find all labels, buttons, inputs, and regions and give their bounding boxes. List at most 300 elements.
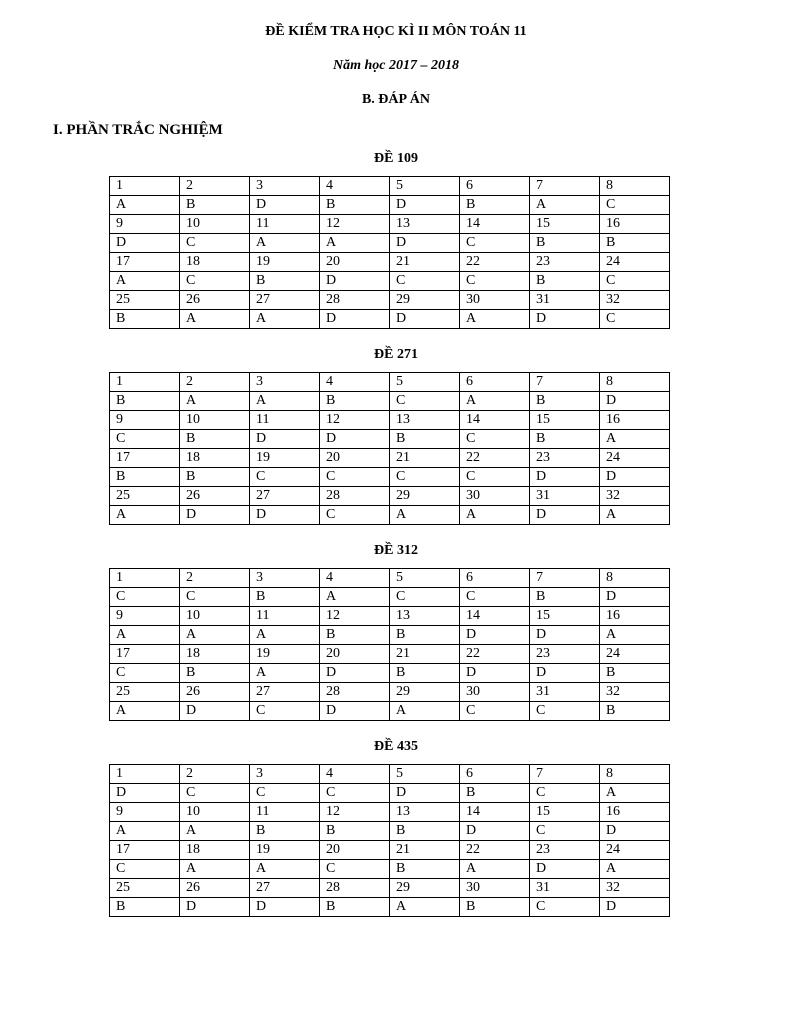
answer-cell: A [250,234,320,253]
answer-cell: D [320,272,390,291]
answer-cell: C [110,588,180,607]
answer-cell: D [390,310,460,329]
answer-cell: D [530,310,600,329]
question-number-cell: 7 [530,177,600,196]
question-number-cell: 27 [250,291,320,310]
question-number-cell: 13 [390,215,460,234]
question-number-cell: 26 [180,879,250,898]
question-number-cell: 3 [250,765,320,784]
answer-row [110,310,670,329]
question-number-cell: 20 [320,645,390,664]
question-number-cell: 31 [530,879,600,898]
question-number-cell: 6 [460,569,530,588]
answer-cell: C [600,196,670,215]
answer-row [110,702,670,721]
question-number-cell: 7 [530,765,600,784]
answer-cell: B [110,898,180,917]
question-number-cell: 9 [110,803,180,822]
answer-cell: C [390,468,460,487]
answer-cell: C [460,234,530,253]
question-number-cell: 1 [110,177,180,196]
question-number-cell: 12 [320,803,390,822]
answer-cell: A [110,626,180,645]
answer-row [110,272,670,291]
answer-cell: A [180,392,250,411]
answer-cell: A [250,664,320,683]
question-number-cell: 24 [600,645,670,664]
question-number-cell: 15 [530,215,600,234]
question-number-cell: 28 [320,879,390,898]
answer-cell: D [320,702,390,721]
question-number-cell: 17 [110,645,180,664]
answer-cell: B [390,860,460,879]
answer-cell: C [320,784,390,803]
answer-cell: B [600,234,670,253]
answer-row [110,234,670,253]
answer-cell: D [390,234,460,253]
answer-cell: C [320,506,390,525]
answer-cell: C [180,234,250,253]
question-number-cell: 5 [390,569,460,588]
answer-cell: B [250,822,320,841]
question-number-cell: 16 [600,215,670,234]
answer-cell: B [530,272,600,291]
answer-cell: A [180,310,250,329]
answer-row [110,430,670,449]
answer-table [109,764,670,917]
question-number-cell: 8 [600,373,670,392]
question-number-cell: 30 [460,683,530,702]
question-number-cell: 13 [390,607,460,626]
question-number-cell: 1 [110,569,180,588]
question-number-row [110,879,670,898]
question-number-row [110,683,670,702]
question-number-row [110,841,670,860]
answer-cell: C [460,430,530,449]
exam-code: ĐỀ 109 [374,151,418,166]
question-number-cell: 13 [390,411,460,430]
exam-block [0,541,792,718]
answer-cell: A [390,702,460,721]
answer-table [109,176,670,329]
question-number-cell: 31 [530,291,600,310]
answer-cell: B [390,822,460,841]
answer-row [110,468,670,487]
answer-cell: D [600,588,670,607]
answer-cell: B [320,196,390,215]
answer-cell: B [110,468,180,487]
answer-cell: A [460,392,530,411]
question-number-cell: 29 [390,879,460,898]
question-number-cell: 17 [110,253,180,272]
answer-cell: C [600,272,670,291]
answer-cell: A [460,310,530,329]
question-number-cell: 21 [390,449,460,468]
answer-cell: C [460,468,530,487]
question-number-cell: 28 [320,683,390,702]
question-number-cell: 32 [600,291,670,310]
question-number-cell: 6 [460,765,530,784]
answer-cell: B [320,822,390,841]
question-number-cell: 19 [250,841,320,860]
question-number-cell: 4 [320,177,390,196]
answer-cell: C [390,392,460,411]
answer-cell: D [530,506,600,525]
answer-cell: A [320,588,390,607]
question-number-cell: 31 [530,487,600,506]
question-number-cell: 30 [460,487,530,506]
answer-cell: C [110,860,180,879]
answer-cell: C [530,822,600,841]
answer-cell: A [110,272,180,291]
answer-cell: B [250,588,320,607]
question-number-cell: 10 [180,215,250,234]
answer-table [109,568,670,721]
question-number-cell: 12 [320,411,390,430]
answer-cell: D [460,626,530,645]
question-number-cell: 15 [530,607,600,626]
question-number-cell: 14 [460,803,530,822]
question-number-cell: 10 [180,803,250,822]
answer-cell: B [530,430,600,449]
answer-cell: C [250,702,320,721]
question-number-cell: 30 [460,879,530,898]
question-number-cell: 32 [600,683,670,702]
answer-cell: A [460,506,530,525]
question-number-row [110,765,670,784]
answer-cell: B [180,196,250,215]
answer-cell: D [600,822,670,841]
answer-cell: A [110,702,180,721]
answer-cell: B [390,430,460,449]
answer-cell: C [460,702,530,721]
exam-code: ĐỀ 271 [374,347,418,362]
answer-cell: A [600,430,670,449]
question-number-row [110,645,670,664]
question-number-cell: 12 [320,607,390,626]
question-number-cell: 14 [460,215,530,234]
question-number-cell: 11 [250,215,320,234]
question-number-cell: 1 [110,765,180,784]
answer-cell: C [180,588,250,607]
question-number-cell: 4 [320,373,390,392]
answer-cell: A [180,860,250,879]
answer-cell: D [320,310,390,329]
answer-cell: C [110,430,180,449]
question-number-cell: 11 [250,607,320,626]
question-number-cell: 6 [460,177,530,196]
answer-cell: A [110,822,180,841]
answer-cell: D [250,506,320,525]
answer-cell: A [600,626,670,645]
question-number-cell: 3 [250,373,320,392]
question-number-cell: 8 [600,765,670,784]
answer-cell: A [600,860,670,879]
question-number-cell: 19 [250,449,320,468]
answer-row [110,822,670,841]
answer-cell: C [530,702,600,721]
question-number-row [110,215,670,234]
answer-cell: B [460,196,530,215]
question-number-cell: 3 [250,569,320,588]
exam-block [0,149,792,326]
question-number-cell: 9 [110,411,180,430]
question-number-cell: 28 [320,487,390,506]
answer-cell: A [110,196,180,215]
question-number-cell: 27 [250,487,320,506]
answer-cell: A [250,626,320,645]
question-number-cell: 5 [390,177,460,196]
question-number-cell: 10 [180,411,250,430]
question-number-cell: 5 [390,373,460,392]
question-number-row [110,291,670,310]
answer-key-heading: B. ĐÁP ÁN [361,92,431,107]
answer-row [110,860,670,879]
question-number-cell: 24 [600,449,670,468]
answer-row [110,506,670,525]
answer-cell: A [600,784,670,803]
question-number-row [110,373,670,392]
question-number-cell: 11 [250,411,320,430]
question-number-cell: 19 [250,645,320,664]
answer-cell: B [320,626,390,645]
question-number-cell: 32 [600,879,670,898]
answer-cell: D [180,898,250,917]
answer-cell: B [460,784,530,803]
question-number-cell: 16 [600,411,670,430]
question-number-cell: 29 [390,291,460,310]
question-number-cell: 21 [390,645,460,664]
question-number-cell: 2 [180,373,250,392]
question-number-cell: 15 [530,803,600,822]
question-number-cell: 16 [600,803,670,822]
question-number-row [110,803,670,822]
question-number-cell: 18 [180,645,250,664]
answer-cell: B [390,664,460,683]
answer-cell: A [180,822,250,841]
answer-cell: D [530,626,600,645]
question-number-cell: 8 [600,569,670,588]
question-number-cell: 23 [530,841,600,860]
answer-cell: D [390,784,460,803]
answer-cell: B [320,392,390,411]
question-number-cell: 9 [110,607,180,626]
question-number-cell: 8 [600,177,670,196]
question-number-cell: 5 [390,765,460,784]
answer-cell: B [600,702,670,721]
answer-row [110,588,670,607]
answer-cell: C [390,272,460,291]
question-number-cell: 25 [110,879,180,898]
answer-row [110,626,670,645]
question-number-cell: 17 [110,841,180,860]
answer-cell: C [110,664,180,683]
answer-cell: D [320,664,390,683]
answer-cell: D [250,430,320,449]
answer-cell: C [530,784,600,803]
answer-cell: B [530,234,600,253]
question-number-cell: 23 [530,253,600,272]
answer-cell: C [320,468,390,487]
answer-cell: D [320,430,390,449]
answer-cell: C [600,310,670,329]
multiple-choice-section-heading: I. PHẦN TRẮC NGHIỆM [53,122,223,138]
answer-cell: B [460,898,530,917]
question-number-cell: 22 [460,253,530,272]
answer-cell: D [180,702,250,721]
question-number-cell: 27 [250,879,320,898]
answer-cell: D [600,468,670,487]
question-number-cell: 12 [320,215,390,234]
answer-cell: B [180,430,250,449]
question-number-cell: 24 [600,253,670,272]
school-year: Năm học 2017 – 2018 [333,58,459,73]
answer-cell: A [320,234,390,253]
answer-cell: A [250,860,320,879]
question-number-cell: 18 [180,253,250,272]
answer-cell: D [180,506,250,525]
question-number-cell: 2 [180,569,250,588]
answer-cell: B [180,664,250,683]
question-number-cell: 18 [180,841,250,860]
answer-cell: D [110,234,180,253]
answer-cell: C [530,898,600,917]
question-number-cell: 31 [530,683,600,702]
question-number-cell: 19 [250,253,320,272]
question-number-cell: 22 [460,645,530,664]
question-number-cell: 7 [530,373,600,392]
answer-cell: C [180,784,250,803]
question-number-cell: 32 [600,487,670,506]
question-number-cell: 9 [110,215,180,234]
question-number-cell: 26 [180,487,250,506]
answer-cell: A [180,626,250,645]
question-number-cell: 22 [460,449,530,468]
question-number-cell: 27 [250,683,320,702]
answer-cell: A [250,310,320,329]
question-number-cell: 11 [250,803,320,822]
answer-cell: A [530,196,600,215]
question-number-cell: 1 [110,373,180,392]
question-number-cell: 20 [320,253,390,272]
answer-cell: C [390,588,460,607]
question-number-cell: 26 [180,683,250,702]
question-number-cell: 20 [320,449,390,468]
answer-cell: B [530,392,600,411]
answer-cell: B [110,392,180,411]
document-title: ĐỀ KIỂM TRA HỌC KÌ II MÔN TOÁN 11 [265,24,527,39]
question-number-cell: 6 [460,373,530,392]
question-number-cell: 4 [320,569,390,588]
answer-cell: A [390,506,460,525]
answer-cell: A [600,506,670,525]
answer-cell: A [250,392,320,411]
exam-block [0,345,792,522]
question-number-cell: 25 [110,487,180,506]
answer-cell: C [250,468,320,487]
answer-cell: D [250,196,320,215]
answer-cell: C [180,272,250,291]
answer-cell: D [250,898,320,917]
answer-cell: D [600,898,670,917]
answer-cell: D [530,664,600,683]
exam-block [0,737,792,914]
question-number-cell: 28 [320,291,390,310]
answer-cell: D [110,784,180,803]
question-number-cell: 29 [390,487,460,506]
question-number-cell: 3 [250,177,320,196]
answer-row [110,664,670,683]
question-number-cell: 30 [460,291,530,310]
answer-cell: D [530,468,600,487]
answer-cell: A [110,506,180,525]
answer-cell: A [390,898,460,917]
answer-cell: C [460,272,530,291]
answer-cell: B [390,626,460,645]
question-number-cell: 22 [460,841,530,860]
answer-cell: B [250,272,320,291]
question-number-cell: 4 [320,765,390,784]
question-number-row [110,411,670,430]
question-number-cell: 10 [180,607,250,626]
question-number-cell: 21 [390,841,460,860]
exam-code: ĐỀ 435 [374,739,418,754]
question-number-cell: 16 [600,607,670,626]
question-number-row [110,607,670,626]
answer-cell: B [320,898,390,917]
answer-table [109,372,670,525]
answer-cell: D [600,392,670,411]
answer-cell: C [250,784,320,803]
question-number-cell: 23 [530,645,600,664]
question-number-cell: 2 [180,177,250,196]
answer-cell: D [390,196,460,215]
question-number-cell: 18 [180,449,250,468]
question-number-cell: 14 [460,607,530,626]
question-number-cell: 20 [320,841,390,860]
answer-cell: C [320,860,390,879]
answer-cell: D [460,822,530,841]
question-number-cell: 26 [180,291,250,310]
question-number-row [110,569,670,588]
question-number-cell: 29 [390,683,460,702]
question-number-cell: 23 [530,449,600,468]
question-number-cell: 7 [530,569,600,588]
question-number-cell: 17 [110,449,180,468]
question-number-cell: 21 [390,253,460,272]
exam-code: ĐỀ 312 [374,543,418,558]
answer-cell: D [460,664,530,683]
question-number-cell: 15 [530,411,600,430]
answer-cell: D [530,860,600,879]
question-number-cell: 13 [390,803,460,822]
answer-row [110,784,670,803]
answer-cell: B [600,664,670,683]
question-number-row [110,449,670,468]
answer-cell: B [110,310,180,329]
question-number-cell: 25 [110,683,180,702]
question-number-cell: 24 [600,841,670,860]
answer-row [110,392,670,411]
answer-cell: B [530,588,600,607]
question-number-row [110,487,670,506]
answer-cell: C [460,588,530,607]
answer-cell: A [460,860,530,879]
question-number-cell: 2 [180,765,250,784]
answer-row [110,898,670,917]
question-number-row [110,177,670,196]
answer-cell: B [180,468,250,487]
